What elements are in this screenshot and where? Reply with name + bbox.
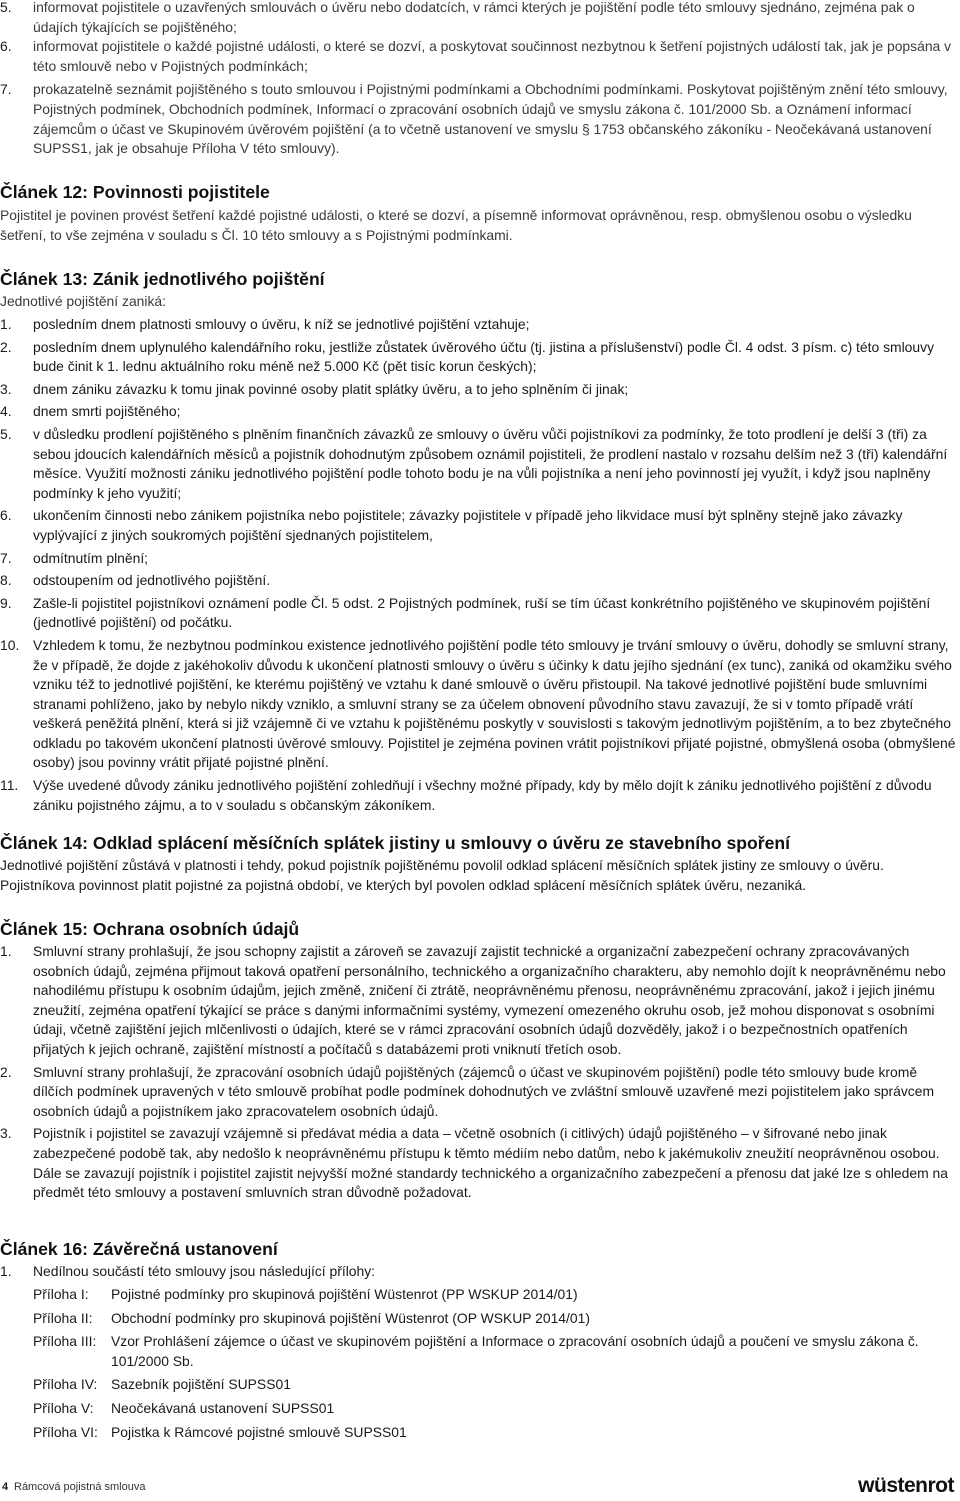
list-text: Smluvní strany prohlašují, že jsou schopny zajistit a zároveň se zavazují zajistit technické a organizační zabezpečení ochrany zpracovávaných osobních údajů, zejména přijmout taková opatření personálního, technického a organizačního charakteru, aby nemohlo dojít k neoprávněnému nebo nahodilému přístupu k osobním údajům, jejich změně, zničení či ztrátě, neoprávněnému přenosu, neoprávněnému zpracování, jakož i jejich jinému zneužití, zejména opatření týkající se práce s danými informačními systémy, vymezení omezeného okruhu osob, jež mohou disponovat s osobními údaji, včetně zajištění jejich mlčenlivosti o údajích, které se v rámci zpracování osobních údajů dozvěděly, jakož i o bezpečnostních opatřeních přijatých k jejich ochraně, zajištění místností a počítačů s databázemi proti vniknutí třetích osob. <box>33 943 946 1057</box>
list-text: posledním dnem platnosti smlouvy o úvěru, k níž se jednotlivé pojištění vztahuje; <box>33 316 530 332</box>
list-number: 1. <box>0 316 12 332</box>
attachment-title: Sazebník pojištění SUPSS01 <box>111 1376 291 1393</box>
attachment-row <box>33 1375 958 1395</box>
article-12-text: Pojistitel je povinen provést šetření každé pojistné události, o které se dozví, a písemně informovat oprávněnou, resp. obmyšlenou osobu o výsledku šetření, to vše zejména v souladu s Čl. 10 této smlouvy a s Pojistnými podmínkami. <box>0 207 912 243</box>
list-text: prokazatelně seznámit pojištěného s touto smlouvou i Pojistnými podmínkami a Obchodními podmínkami. Poskytovat pojištěným znění této smlouvy, Pojistných podmínek, Obchodních podmínek, Informací o zpracování osobních údajů ve smyslu zákona č. 101/2000 Sb. a Oznámení informací zájemcům o účast ve Skupinovém úvěrovém pojištění (a to včetně ustanovení ve smyslu § 1753 občanského zákoníku - Neočekávaná ustanovení SUPSS1, jak je obsahuje Příloha V této smlouvy). <box>33 81 948 157</box>
article-14-heading: Článek 14: Odklad splácení měsíčních splátek jistiny u smlouvy o úvěru ze stavebního spoření <box>0 833 791 853</box>
attachment-row <box>33 1309 958 1329</box>
attachment-label: Příloha II: <box>33 1309 93 1326</box>
list-number: 5. <box>0 425 12 442</box>
list-item <box>0 80 958 158</box>
attachment-title: Vzor Prohlášení zájemce o účast ve skupinovém pojištění a Informace o zpracování osobních údajů a poučení ve smyslu zákona č. 101/2000 Sb. <box>111 1333 919 1369</box>
article-15-heading: Článek 15: Ochrana osobních údajů <box>0 919 300 939</box>
article-16-heading: Článek 16: Závěrečná ustanovení <box>0 1239 278 1259</box>
list-number: 2. <box>0 338 12 355</box>
list-item <box>0 402 958 422</box>
page-number: 4 <box>2 1481 9 1493</box>
attachment-row <box>33 1423 958 1443</box>
list-item <box>0 776 958 815</box>
article-14-text: Jednotlivé pojištění zůstává v platnosti i tehdy, pokud pojistník pojištěnému povolil odklad splácení měsíčních splátek jistiny ze smlouvy o úvěru. Pojistníkova povinnost platit pojistné za pojistná období, ve kterých byl povolen odklad splácení měsíčních splátek úvěru, nezaniká. <box>0 857 884 893</box>
list-number: 1. <box>0 1263 12 1279</box>
list-item <box>0 594 958 633</box>
list-item <box>0 636 958 773</box>
list-number: 7. <box>0 549 12 566</box>
list-number: 5. <box>0 0 12 15</box>
list-item <box>0 506 958 545</box>
wustenrot-logo: wüstenrot <box>858 1474 954 1497</box>
list-number: 2. <box>0 1063 12 1080</box>
attachment-title: Pojistka k Rámcové pojistné smlouvě SUPSS01 <box>111 1423 407 1440</box>
list-item <box>0 1124 958 1202</box>
attachments-list <box>0 1285 958 1442</box>
list-number: 1. <box>0 943 12 959</box>
list-number: 6. <box>0 38 12 55</box>
list-item <box>0 0 958 37</box>
list-text: odmítnutím plnění; <box>33 549 149 566</box>
list-text: Nedílnou součástí této smlouvy jsou následující přílohy: <box>33 1263 376 1279</box>
list-text: odstoupením od jednotlivého pojištění. <box>33 572 271 589</box>
list-item <box>0 380 958 400</box>
attachment-row <box>33 1399 958 1419</box>
list-item <box>0 942 958 1060</box>
article-12-heading: Článek 12: Povinnosti pojistitele <box>0 182 270 202</box>
list-number: 10. <box>0 636 20 653</box>
list-text: Zašle-li pojistitel pojistníkovi oznámení podle Čl. 5 odst. 2 Pojistných podmínek, ruší se tím účast konkrétního pojištěného ve skupinovém pojištění (jednotlivé pojištění) od počátku. <box>33 594 931 631</box>
list-number: 11. <box>0 777 19 794</box>
attachment-label: Příloha III: <box>33 1333 97 1350</box>
list-item <box>0 338 958 377</box>
attachment-label: Příloha V: <box>33 1399 94 1416</box>
footer-document-title: Rámcová pojistná smlouva <box>14 1481 146 1493</box>
list-item <box>0 315 958 335</box>
attachment-label: Příloha I: <box>33 1286 89 1302</box>
list-text: dnem smrti pojištěného; <box>33 403 181 420</box>
list-number: 6. <box>0 507 12 524</box>
list-number: 3. <box>0 1125 12 1142</box>
attachment-label: Příloha IV: <box>33 1376 98 1393</box>
attachment-title: Pojistné podmínky pro skupinová pojištění Wüstenrot (PP WSKUP 2014/01) <box>111 1286 578 1302</box>
list-text: ukončením činnosti nebo zánikem pojistníka nebo pojistitele; závazky pojistitele v případě jeho likvidace musí být splněny stejně jako závazky vyplývající z jiných soukromých pojištění sjednaných pojistitelem, <box>33 507 903 543</box>
attachment-row <box>33 1285 958 1305</box>
list-text: posledním dnem uplynulého kalendářního roku, jestliže zůstatek úvěrového účtu (tj. jistina a příslušenství) podle Čl. 4 odst. 3 písm. c) této smlouvy bude činit k 1. lednu aktuálního roku méně než 5.000 Kč (pět tisíc korun českých); <box>33 338 935 375</box>
list-number: 4. <box>0 403 12 420</box>
list-text: Výše uvedené důvody zániku jednotlivého pojištění zohledňují i všechny možné případy, kdy by mělo dojít k zániku jednotlivého pojištění z důvodu zániku pojistného zájmu, a to v souladu s občanským zákoníkem. <box>33 777 932 813</box>
list-number: 7. <box>0 81 12 98</box>
list-item <box>0 37 958 76</box>
list-item <box>0 571 958 591</box>
article-13-lead: Jednotlivé pojištění zaniká: <box>0 293 167 309</box>
list-number: 9. <box>0 594 12 611</box>
list-item <box>0 425 958 503</box>
list-text: informovat pojistitele o každé pojistné události, o které se dozví, a poskytovat součinnost nezbytnou k šetření pojistných událostí tak, jak je popsána v této smlouvě nebo v Pojistných podmínkách; <box>33 38 952 74</box>
list-text: Pojistník i pojistitel se zavazují vzájemně si předávat média a data – včetně osobních (i citlivých) údajů pojištěného – v šifrované nebo jinak zabezpečené podobě tak, aby nedošlo k neoprávněnému přístupu k těmto médiím nebo datům, nebo k jakémukoliv zneužití neoprávněnou osobou. Dále se zavazují pojistník i pojistitel zajistit nejvyšší možné standardy technického a organizačního zabezpečení a přenosu dat jaké lze s ohledem na předmět této smlouvy a postavení smluvních stran důvodně požadovat. <box>33 1125 948 1201</box>
intro-list <box>0 0 958 159</box>
list-number: 8. <box>0 572 12 589</box>
attachment-label: Příloha VI: <box>33 1423 98 1440</box>
article-13-list <box>0 315 958 815</box>
attachment-title: Obchodní podmínky pro skupinová pojištění Wüstenrot (OP WSKUP 2014/01) <box>111 1309 590 1326</box>
attachment-row <box>33 1332 958 1371</box>
list-text: informovat pojistitele o uzavřených smlouvách o úvěru nebo dodatcích, v rámci kterých je pojištění podle této smlouvy sjednáno, zejména pak o údajích týkajících se pojištěného; <box>33 0 915 35</box>
list-item <box>0 1262 958 1282</box>
article-13-heading: Článek 13: Zánik jednotlivého pojištění <box>0 269 325 289</box>
list-item <box>0 549 958 569</box>
attachment-title: Neočekávaná ustanovení SUPSS01 <box>111 1399 335 1416</box>
article-15-list <box>0 942 958 1203</box>
list-text: Vzhledem k tomu, že nezbytnou podmínkou existence jednotlivého pojištění podle této smlouvy je trvání smlouvy o úvěru, dohodly se smluvní strany, že v případě, že dojde z jakéhokoliv důvodu k ukončení platnosti smlouvy o úvěru s účinky k datu jejího sjednání (ex tunc), zaniká od okamžiku svého vzniku též to jednotlivé pojištění, ke kterému pojištěný ve vztahu k dané smlouvě o úvěru přistoupil. Na takové jednotlivé pojištění bude smluvními stranami pohlíženo, jako by nebylo nikdy vzniklo, a smluvní strany se za účelem obnovení původního stavu zavazují, že si v tomto případě vrátí veškerá peněžitá plnění, která si již vzájemně či ve vztahu k pojištěnému poskytly v souvislosti s takovým jednotlivým pojištěním, a to bez zbytečného odkladu po takovém ukončení platnosti úvěrové smlouvy. Pojistitel je zejména povinen vrátit pojistníkovi přijaté pojistné, obmyšlená osoba (obmyšlené osoby) jsou povinny vrátit přijaté pojistné plnění. <box>33 636 956 771</box>
list-text: dnem zániku závazku k tomu jinak povinné osoby platit splátky úvěru, a to jeho splněním či jinak; <box>33 380 629 397</box>
page-footer <box>0 1474 960 1498</box>
list-text: Smluvní strany prohlašují, že zpracování osobních údajů pojištěných (zájemců o účast ve skupinovém pojištění) podle této smlouvy bude kromě dílčích podmínek upravených v této smlouvě probíhat podle podmínek dohodnutých ve zvláštní smlouvě uzavřené mezi pojistitelem jako správcem osobních údajů a pojistníkem jako zpracovatelem osobních údajů. <box>33 1063 935 1119</box>
list-number: 3. <box>0 380 12 397</box>
list-text: v důsledku prodlení pojištěného s plněním finančních závazků ze smlouvy o úvěru vůči pojistníkovi za podmínky, že toto prodlení je delší 3 (tři) za sebou jdoucích kalendářních měsíců a pojistník dohodnutým způsobem oznámil pojistiteli, že prodlení nastalo v rozsahu delším než 3 (tři) kalendářní měsíce. Využití možnosti zániku jednotlivého pojištění podle tohoto bodu je na vůli pojistníka a není jeho povinností jej využít, i když jsou naplněny podmínky k jeho využití; <box>33 425 948 501</box>
list-item <box>0 1063 958 1122</box>
